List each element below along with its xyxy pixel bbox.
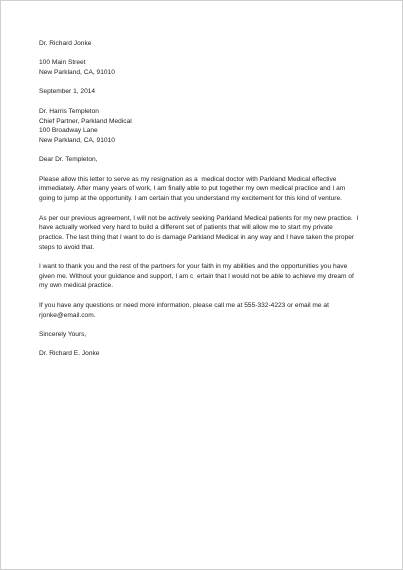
paragraph-thanks <box>39 262 367 291</box>
paragraph-line: have actually worked very hard to build a different set of patients that will allow me to start my private <box>39 224 333 232</box>
spacer <box>39 320 367 330</box>
sender-address <box>39 39 367 78</box>
paragraph-line: If you have any questions or need more information, please call me at 555-332-4223 or email me at <box>39 301 329 309</box>
contact-email: rjonke@email.com. <box>39 311 96 319</box>
spacer <box>39 78 367 88</box>
paragraph-line: I want to thank you and the rest of the partners for your faith in my abilities and the opportunities you have <box>39 263 348 271</box>
paragraph-line: As per our previous agreement, I will not be actively seeking Parkland Medical patients for my new practice. I <box>39 214 359 222</box>
paragraph-line: Please allow this letter to serve as my resignation as a medical doctor with Parkland Medical effective <box>39 175 337 183</box>
recipient-address <box>39 107 367 146</box>
paragraph-line: practice. The last thing that I want to do is damage Parkland Medical in any way and I have taken the proper <box>39 233 355 241</box>
paragraph-line: immediately. After many years of work, I am finally able to put together my own medical practice and I am <box>39 185 346 193</box>
spacer <box>39 204 367 214</box>
sender-city-line: New Parkland, CA, 91010 <box>39 69 115 77</box>
recipient-name: Dr. Harris Templeton <box>39 107 99 115</box>
paragraph-line: given me. Without your guidance and support, I am c ertain that I would not be able to achieve my dream of <box>39 272 354 280</box>
spacer <box>39 291 367 301</box>
salutation: Dear Dr. Templeton, <box>39 156 98 164</box>
resignation-letter <box>39 39 367 359</box>
recipient-city-line: New Parkland, CA, 91010 <box>39 136 115 144</box>
spacer <box>39 97 367 107</box>
letter-date: September 1, 2014 <box>39 88 96 96</box>
paragraph-line: steps to avoid that. <box>39 243 95 251</box>
spacer <box>39 49 367 59</box>
closing: Sincerely Yours, <box>39 330 87 338</box>
paragraph-resignation <box>39 175 367 204</box>
sender-name: Dr. Richard Jonke <box>39 40 92 47</box>
signature-name: Dr. Richard E. Jonke <box>39 350 100 358</box>
sender-street: 100 Main Street <box>39 59 86 67</box>
spacer <box>39 252 367 262</box>
spacer <box>39 165 367 175</box>
paragraph-contact <box>39 301 367 320</box>
spacer <box>39 340 367 350</box>
paragraph-line: my own medical practice. <box>39 282 114 290</box>
recipient-title: Chief Partner, Parkland Medical <box>39 117 132 125</box>
spacer <box>39 146 367 156</box>
paragraph-agreement <box>39 214 367 253</box>
paragraph-line: going to jump at the opportunity. I am certain that you understand my excitement for this kind of venture. <box>39 195 342 203</box>
recipient-street: 100 Broadway Lane <box>39 127 98 135</box>
